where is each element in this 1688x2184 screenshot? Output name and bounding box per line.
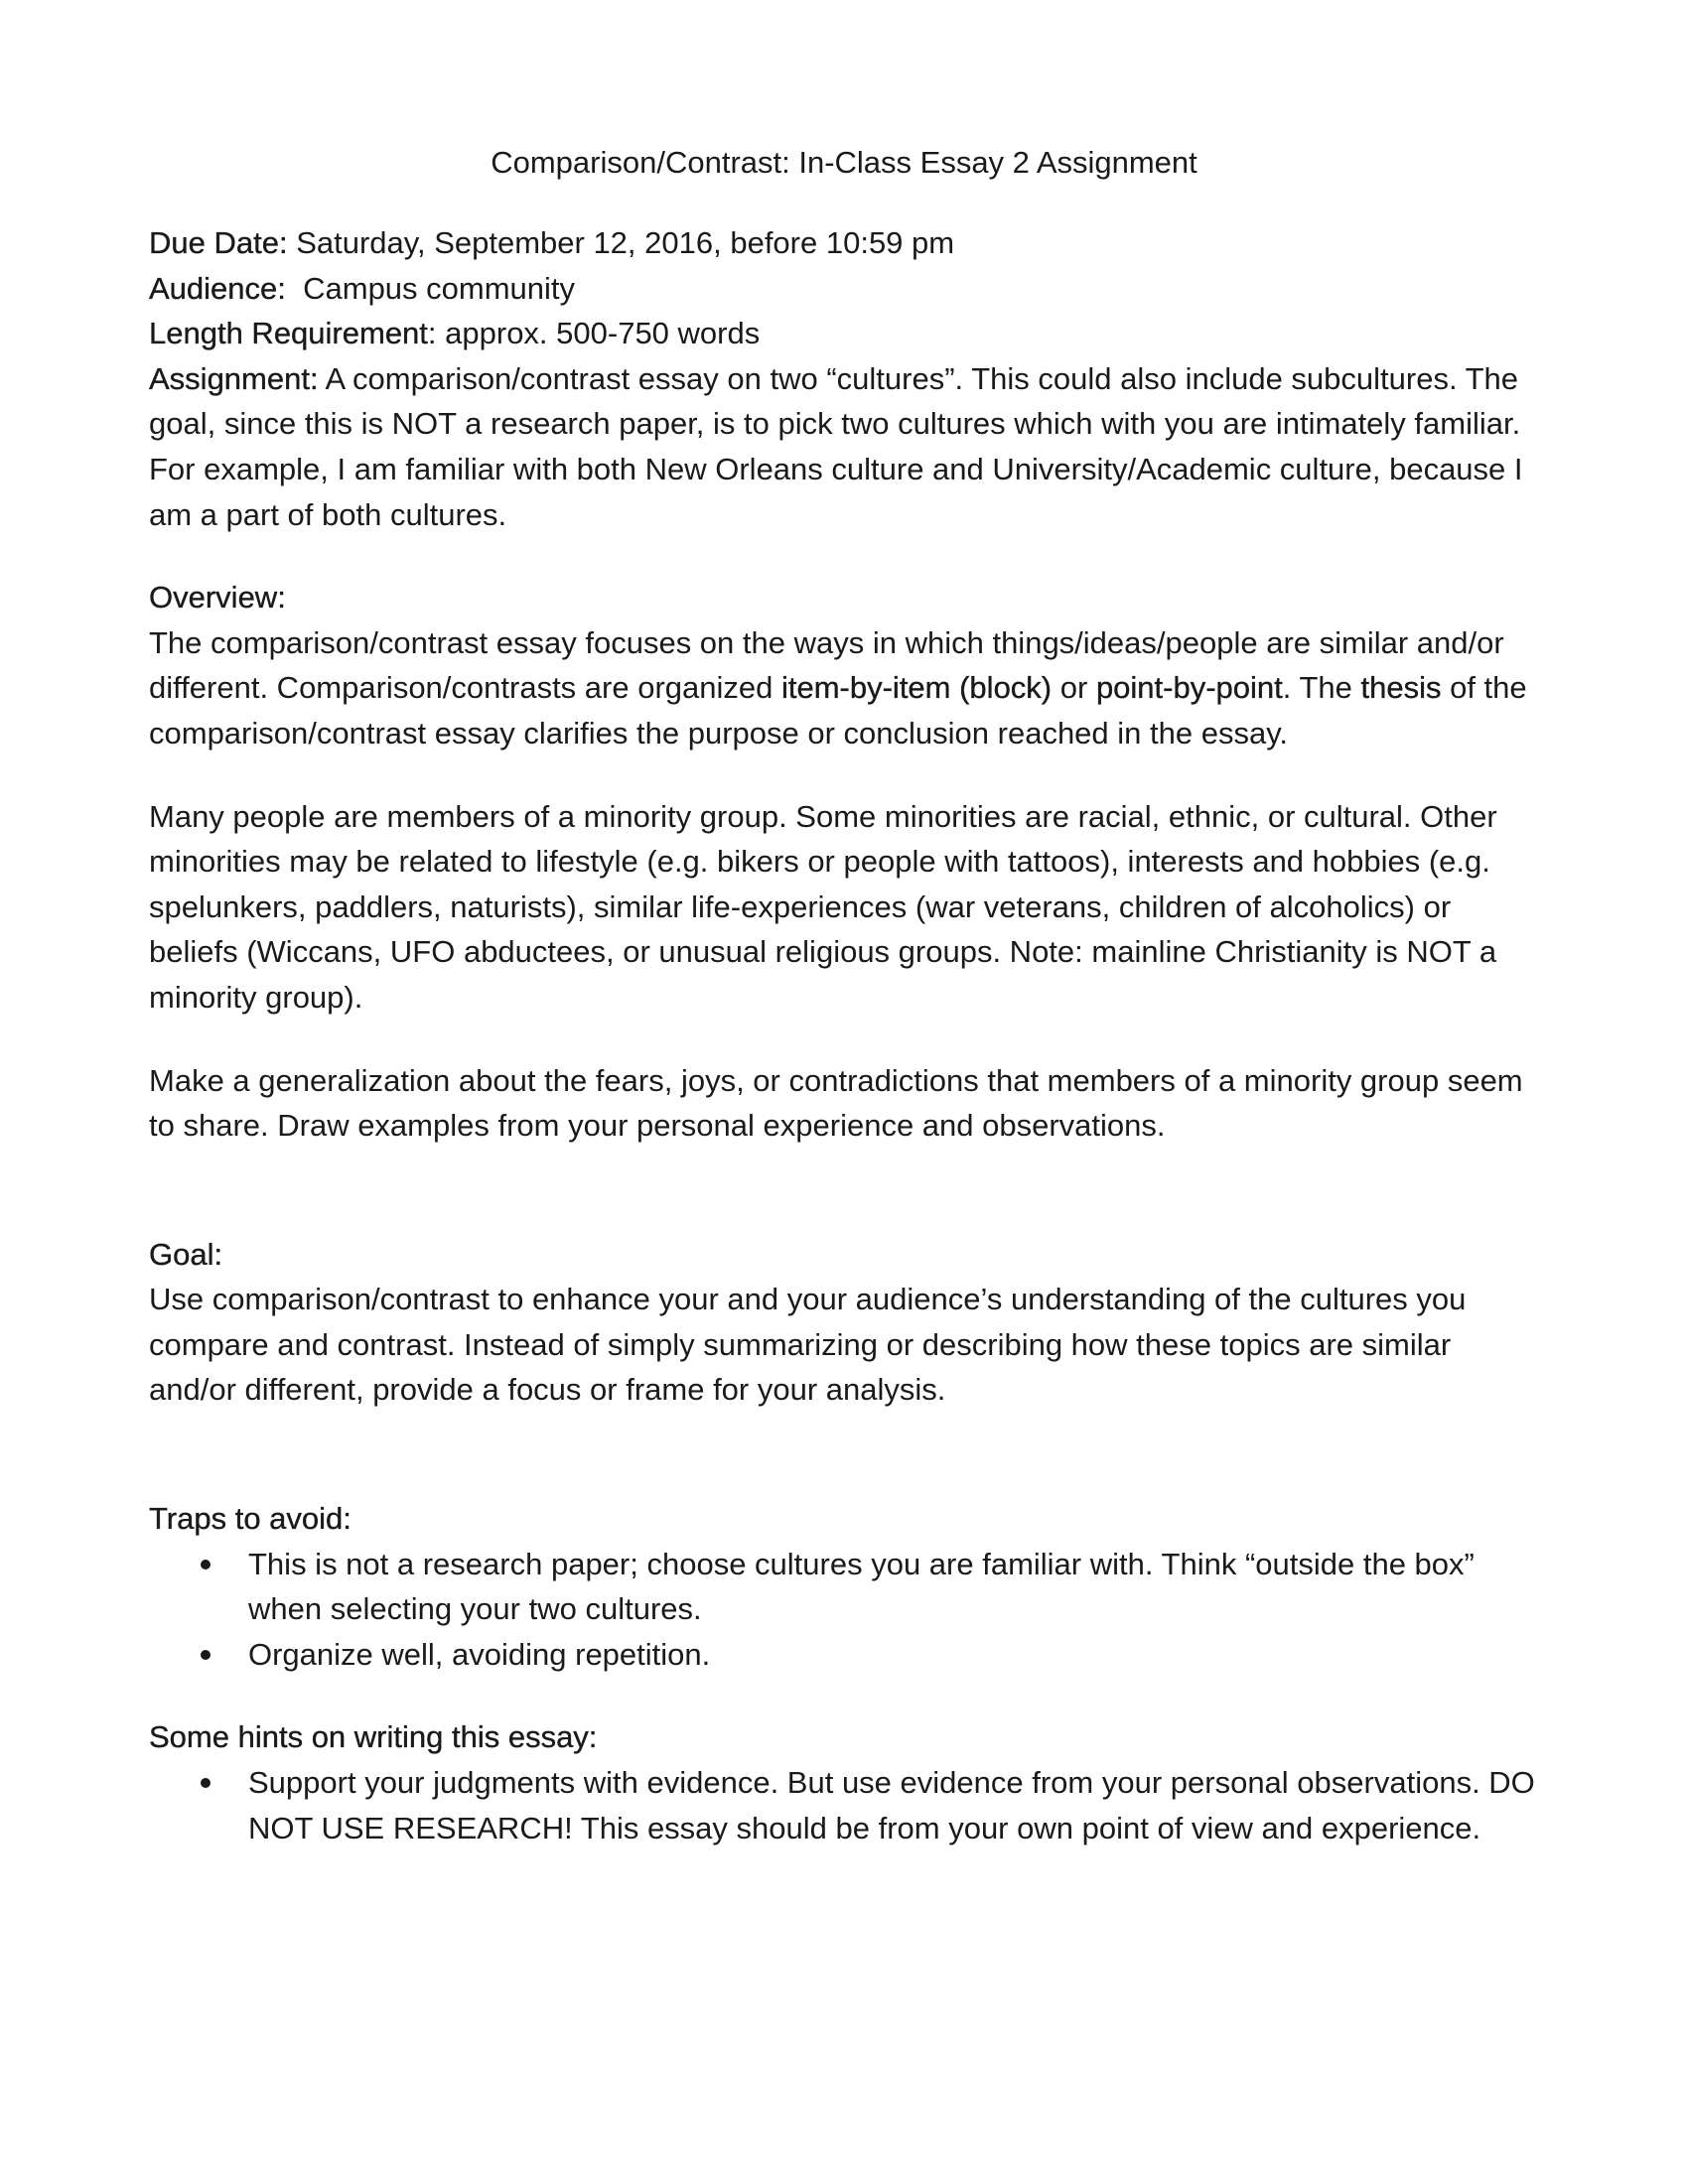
overview-text: . The — [1282, 670, 1361, 706]
goal-heading: Goal: — [149, 1236, 223, 1272]
assignment-text: A comparison/contrast essay on two “cultures”. This could also include subcultures. The goal, since this is NOT a research paper, is to pick two cultures which with you are intimately familiar. For example, I am familiar with both New Orleans culture and University/Academic culture, because I am a part of both cultures. — [149, 360, 1523, 532]
list-item-text: Organize well, avoiding repetition. — [248, 1636, 711, 1672]
page-title: Comparison/Contrast: In-Class Essay 2 Assignment — [491, 145, 1197, 180]
list-item — [149, 1632, 1539, 1678]
overview-text: The comparison/contrast essay focuses on the ways in which things/ideas/people are similar and/or different. Comparison/contrasts are organized — [149, 624, 1504, 706]
list-item-text: This is not a research paper; choose cultures you are familiar with. Think “outside the box” when selecting your two cultures. — [248, 1546, 1475, 1627]
overview-paragraph-2: Many people are members of a minority group. Some minorities are racial, ethnic, or cultural. Other minorities may be related to lifestyle (e.g. bikers or people with tattoos), interests and hobbies (e.g. spelunkers, paddlers, naturists), similar life-experiences (war veterans, children of alcoholics) or beliefs (Wiccans, UFO abductees, or unusual religious groups. Note: mainline Christianity is NOT a minority group). — [149, 798, 1497, 1015]
length-label: Length Requirement — [149, 316, 428, 351]
overview-text: of the comparison/contrast essay clarifies the purpose or conclusion reached in the essay. — [149, 670, 1527, 751]
due-date-value: Saturday, September 12, 2016, before 10:59 pm — [287, 225, 955, 260]
spacer — [149, 756, 1539, 794]
due-date-line — [149, 220, 1539, 266]
audience-label: Audience: — [149, 270, 286, 306]
overview-paragraph-1 — [149, 620, 1539, 756]
due-date-label: Due Date: — [149, 225, 288, 260]
overview-paragraph-3: Make a generalization about the fears, joys, or contradictions that members of a minority group seem to share. Draw examples from your personal experience and observations. — [149, 1062, 1523, 1144]
spacer — [149, 1149, 1539, 1232]
length-value: : approx. 500-750 words — [427, 316, 761, 351]
assignment-label: Assignment: — [149, 360, 319, 396]
list-item — [149, 1760, 1539, 1850]
goal-paragraph: Use comparison/contrast to enhance your and your audience’s understanding of the cultures you compare and contrast. Instead of simply summarizing or describing how these topics are similar and/or different, provide a focus or frame for your analysis. — [149, 1282, 1467, 1408]
overview-text: or — [1052, 670, 1096, 706]
bullet-icon — [201, 1650, 211, 1660]
bullet-icon — [201, 1778, 211, 1788]
spacer — [149, 537, 1539, 575]
spacer — [149, 1021, 1539, 1058]
bullet-icon — [201, 1560, 211, 1570]
hints-list — [149, 1760, 1539, 1850]
list-item-text: Support your judgments with evidence. But use evidence from your personal observations. DO NOT USE RESEARCH! This essay should be from your own point of view and experience. — [248, 1765, 1535, 1845]
assignment-paragraph — [149, 356, 1539, 537]
spacer — [149, 1413, 1539, 1496]
length-line — [149, 311, 1539, 356]
hints-heading: Some hints on writing this essay: — [149, 1719, 598, 1755]
audience-line — [149, 266, 1539, 312]
list-item — [149, 1542, 1539, 1632]
term-point-by-point: point-by-point — [1095, 670, 1283, 706]
overview-heading: Overview: — [149, 580, 286, 615]
traps-heading: Traps to avoid: — [149, 1501, 352, 1537]
spacer — [149, 1677, 1539, 1714]
term-item-by-item: item-by-item (block) — [780, 670, 1053, 706]
traps-list — [149, 1542, 1539, 1678]
document-body — [149, 220, 1539, 1850]
term-thesis: thesis — [1360, 670, 1442, 706]
audience-value: Campus community — [285, 270, 576, 306]
